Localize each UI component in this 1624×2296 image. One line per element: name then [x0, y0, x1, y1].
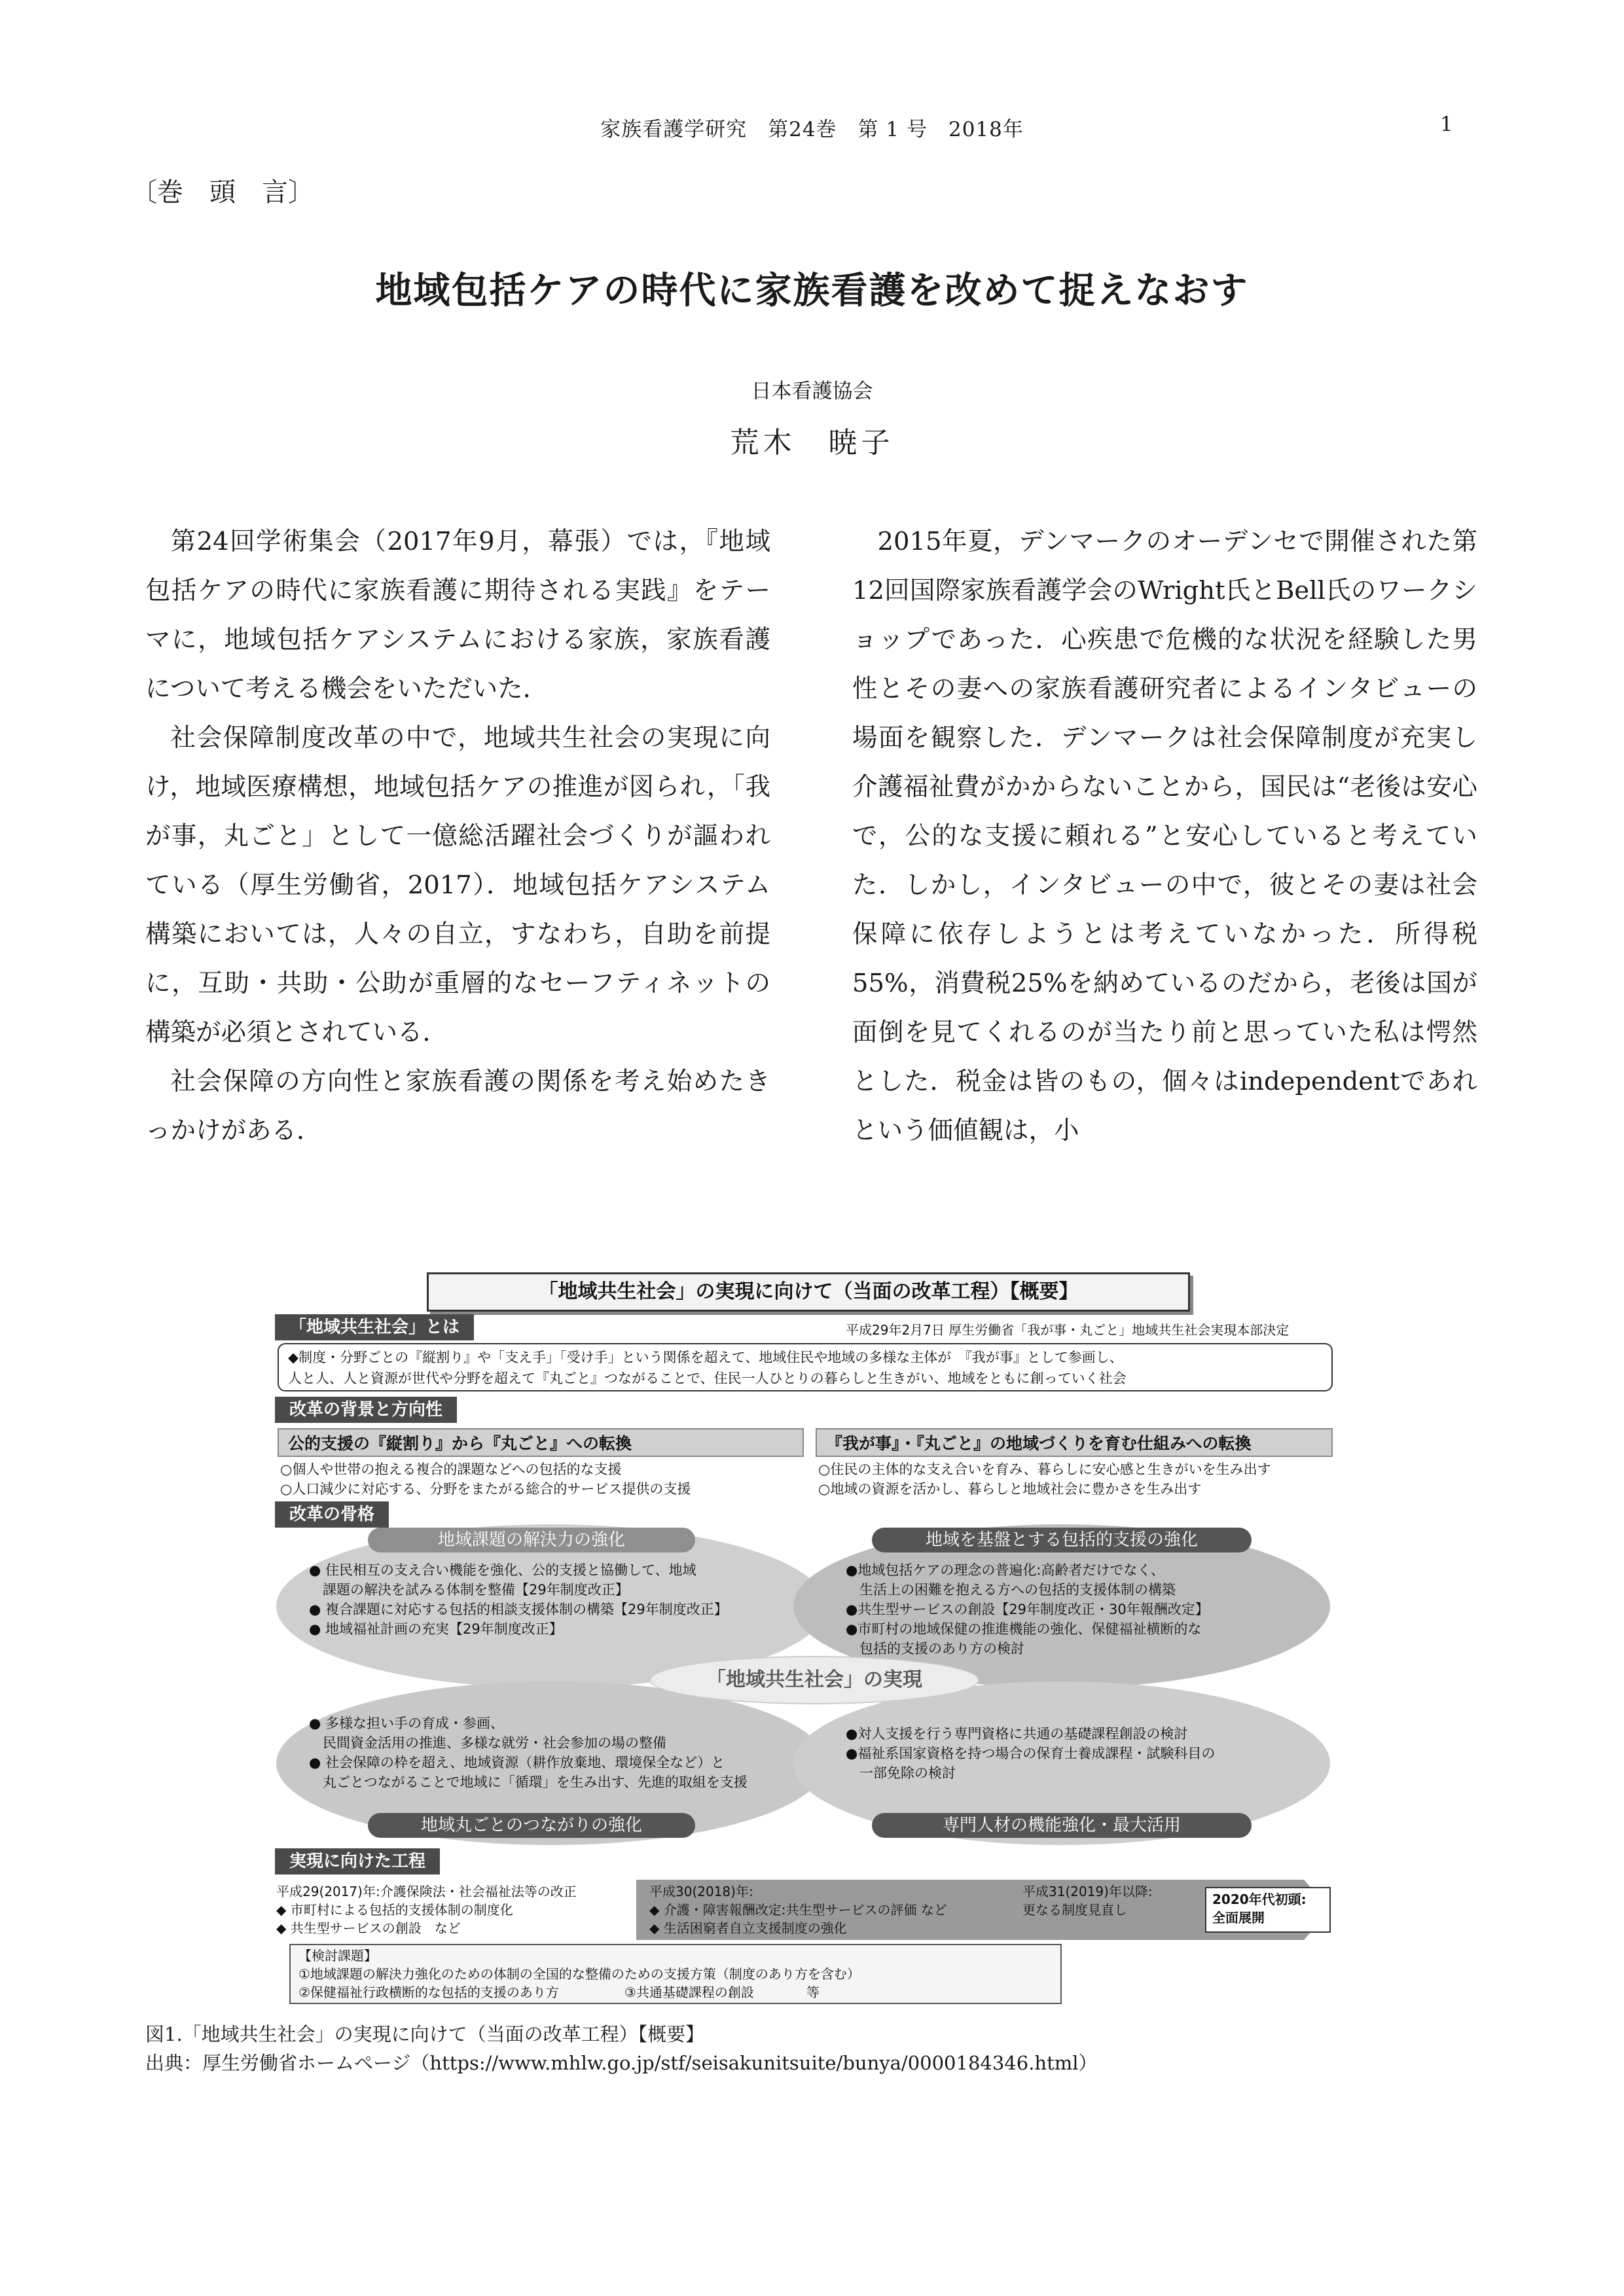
- list-item: 民間資金活用の推進、多様な就労・社会参加の場の整備: [309, 1735, 666, 1751]
- list-item: ● 住民相互の支え合い機能を強化、公的支援と協働して、地域: [309, 1562, 696, 1578]
- roadmap-tag: 実現に向けた工程: [275, 1848, 440, 1874]
- list-item: ●市町村の地域保健の推進機能の強化、保健福祉横断的な: [846, 1621, 1202, 1637]
- roadmap-line: 更なる制度見直し: [1022, 1902, 1127, 1918]
- body-column-right: [852, 517, 1477, 1155]
- roadmap-2020s: [1212, 1890, 1327, 1927]
- right-direction-points: [818, 1460, 1335, 1499]
- pill-professional-workforce: 専門人材の機能強化・最大活用: [872, 1813, 1252, 1838]
- definition-line: 人と人、人と資源が世代や分野を超えて『丸ごと』つながることで、住民一人ひとりの暮らしと生きがい、地域をともに創っていく社会: [288, 1371, 1127, 1386]
- points-top-right: [846, 1560, 1317, 1659]
- definition-tag: 「地域共生社会」とは: [275, 1314, 474, 1340]
- points-top-left: [309, 1560, 780, 1639]
- page-number: 1: [1440, 113, 1453, 136]
- paragraph: 第24回学術集会（2017年9月，幕張）では，『地域包括ケアの時代に家族看護に期待される実践』をテーマに，地域包括ケアシステムにおける家族，家族看護について考える機会をいただいた．: [145, 527, 770, 704]
- list-item: ●共生型サービスの創設【29年制度改正・30年報酬改定】: [846, 1602, 1209, 1617]
- roadmap-line: 平成31(2019)年以降:: [1022, 1884, 1153, 1899]
- running-head: 家族看護学研究 第24巻 第 1 号 2018年: [600, 118, 1024, 141]
- roadmap-line: 2020年代初頭:: [1212, 1892, 1307, 1907]
- pill-community-connections: 地域丸ごとのつながりの強化: [368, 1813, 695, 1838]
- figure-title: 「地域共生社会」の実現に向けて（当面の改革工程）【概要】: [427, 1272, 1190, 1312]
- roadmap-line: ◆ 市町村による包括的支援体制の制度化: [276, 1902, 513, 1918]
- list-item: ○地域の資源を活かし、暮らしと地域社会に豊かさを生み出す: [818, 1481, 1202, 1497]
- author-name: 荒木 暁子: [730, 426, 894, 459]
- points-bottom-left: [309, 1713, 806, 1792]
- definition-box: [278, 1343, 1333, 1391]
- review-issues-box: [289, 1944, 1062, 2004]
- list-item: ○住民の主体的な支え合いを育み、暮らしに安心感と生きがいを生み出す: [818, 1462, 1271, 1477]
- roadmap-line: 全面展開: [1212, 1910, 1265, 1926]
- figure-caption: [145, 2020, 1454, 2077]
- list-item: ● 社会保障の枠を超え、地域資源（耕作放棄地、環境保全など）と: [309, 1755, 725, 1770]
- pill-regional-problem-solving: 地域課題の解決力の強化: [368, 1528, 695, 1552]
- left-direction-points: [280, 1460, 804, 1499]
- right-direction-heading: 『我が事』・『丸ごと』の地域づくりを育む仕組みへの転換: [816, 1428, 1333, 1457]
- left-direction-heading: 公的支援の『縦割り』から『丸ごと』への転換: [278, 1428, 804, 1457]
- body-column-left: [145, 517, 770, 1155]
- list-item: ●対人支援を行う専門資格に共通の基礎課程創設の検討: [846, 1726, 1188, 1742]
- article-title: 地域包括ケアの時代に家族看護を改めて捉えなおす: [375, 269, 1249, 312]
- review-line: ①地域課題の解決力強化のための体制の全国的な整備のための支援方策（制度のあり方を含む）: [298, 1966, 860, 1982]
- section-label: 〔巻 頭 言〕: [131, 177, 314, 207]
- caption-source: 出典：厚生労働省ホームページ（https://www.mhlw.go.jp/stf/seisakunitsuite/bunya/0000184346.html）: [145, 2052, 1098, 2074]
- list-item: ● 複合課題に対応する包括的相談支援体制の構築【29年制度改正】: [309, 1602, 728, 1617]
- list-item: 包括的支援のあり方の検討: [846, 1641, 1024, 1657]
- list-item: ●福祉系国家資格を持つ場合の保育士養成課程・試験科目の: [846, 1746, 1216, 1761]
- points-bottom-right: [846, 1724, 1317, 1783]
- caption-title: 図1.「地域共生社会」の実現に向けて（当面の改革工程）【概要】: [145, 2023, 705, 2045]
- author-affiliation: 日本看護協会: [751, 380, 873, 403]
- list-item: 一部免除の検討: [846, 1765, 956, 1781]
- list-item: ○人口減少に対応する、分野をまたがる総合的サービス提供の支援: [280, 1481, 691, 1497]
- paragraph: 社会保障の方向性と家族看護の関係を考え始めたきっかけがある．: [145, 1067, 770, 1145]
- review-line: ②保健福祉行政横断的な包括的支援のあり方 ③共通基礎課程の創設 等: [298, 1984, 820, 2000]
- decision-note: 平成29年2月7日 厚生労働省「我が事・丸ごと」地域共生社会実現本部決定: [846, 1322, 1290, 1338]
- roadmap-line: ◆ 共生型サービスの創設 など: [276, 1920, 461, 1936]
- roadmap-h30: [649, 1882, 1016, 1937]
- background-tag: 改革の背景と方向性: [275, 1397, 457, 1423]
- list-item: ● 多様な担い手の育成・参画、: [309, 1715, 504, 1731]
- definition-line: ◆制度・分野ごとの『縦割り』や「支え手」「受け手」という関係を超えて、地域住民や地域の多様な主体が 『我が事』として参画し、: [288, 1350, 1123, 1365]
- roadmap-line: ◆ 生活困窮者自立支援制度の強化: [649, 1920, 847, 1936]
- paragraph: 2015年夏，デンマークのオーデンセで開催された第12回国際家族看護学会のWright氏とBell氏のワークショップであった．心疾患で危機的な状況を経験した男性とその妻への家族看護研究者によるインタビューの場面を観察した．デンマークは社会保障制度が充実し介護福祉費がかからないことから，国民は“老後は安心で，公的な支援に頼れる”と安心していると考えていた．しかし，インタビューの中で，彼とその妻は社会保障に依存しようとは考えていなかった．所得税55%，消費税25%を納めているのだから，老後は国が面倒を見てくれるのが当たり前と思っていた私は愕然とした．税金は皆のもの，個々はindependentであれという価値観は，小: [852, 527, 1477, 1145]
- roadmap-line: ◆ 介護・障害報酬改定:共生型サービスの評価 など: [649, 1902, 947, 1918]
- roadmap-h29: [276, 1882, 643, 1937]
- list-item: ● 地域福祉計画の充実【29年制度改正】: [309, 1621, 563, 1637]
- list-item: 課題の解決を試みる体制を整備【29年制度改正】: [309, 1582, 629, 1598]
- roadmap-h31: [1022, 1882, 1199, 1919]
- roadmap-line: 平成29(2017)年:介護保険法・社会福祉法等の改正: [276, 1884, 577, 1899]
- paragraph: 社会保障制度改革の中で，地域共生社会の実現に向け，地域医療構想，地域包括ケアの推進が図られ，「我が事，丸ごと」として一億総活躍社会づくりが謳われている（厚生労働省，2017）．地域包括ケアシステム構築においては，人々の自立，すなわち，自助を前提に，互助・共助・公助が重層的なセーフティネットの構築が必須とされている．: [145, 723, 770, 1047]
- list-item: ●地域包括ケアの理念の普遍化:高齢者だけでなく、: [846, 1562, 1164, 1578]
- roadmap-line: 平成30(2018)年:: [649, 1884, 753, 1899]
- list-item: ○個人や世帯の抱える複合的課題などへの包括的な支援: [280, 1462, 622, 1477]
- list-item: 丸ごとつながることで地域に「循環」を生み出す、先進的取組を支援: [309, 1774, 748, 1790]
- center-goal-label: 「地域共生社会」の実現: [649, 1656, 979, 1704]
- review-line: 【検討課題】: [298, 1948, 377, 1964]
- figure-1: [270, 1272, 1343, 2012]
- framework-tag: 改革の骨格: [275, 1501, 389, 1528]
- pill-comprehensive-support: 地域を基盤とする包括的支援の強化: [872, 1528, 1252, 1552]
- list-item: 生活上の困難を抱える方への包括的支援体制の構築: [846, 1582, 1176, 1598]
